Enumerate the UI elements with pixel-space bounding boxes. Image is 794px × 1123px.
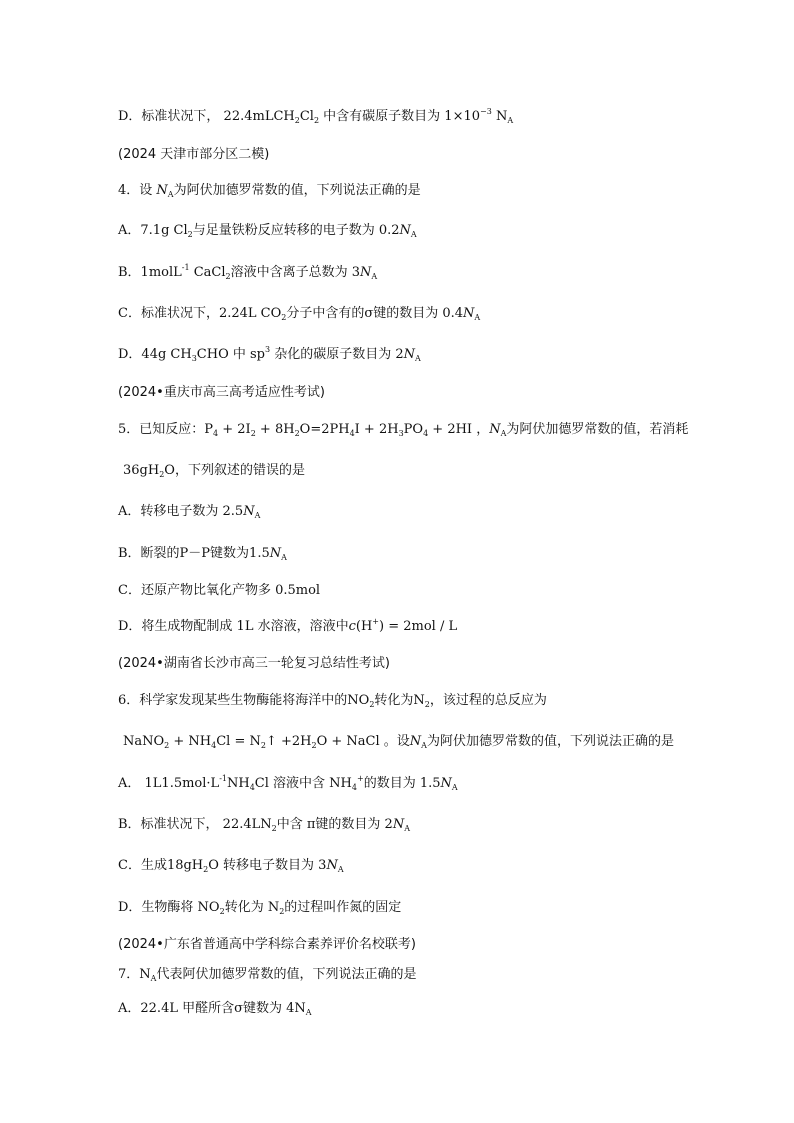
q7-option-a: A．22.4L 甲醛所含σ键数为 $4N_A$ bbox=[118, 1001, 312, 1017]
q4-option-c: C．标准状况下，2.24L $CO_2$分子中含有的σ键的数目为 $0.4N_A$ bbox=[118, 306, 481, 322]
q5-stem-continued: $36gH_2O$，下列叙述的错误的是 bbox=[123, 463, 305, 479]
source-note: (2024•广东省普通高中学科综合素养评价名校联考) bbox=[118, 937, 416, 952]
q5-option-d: D．将生成物配制成 1L 水溶液，溶液中c(H+) = 2mol / L bbox=[118, 617, 458, 634]
q5-option-c: C．还原产物比氧化产物多 0.5mol bbox=[118, 583, 321, 598]
q7-stem: 7．$N_A$代表阿伏加德罗常数的值，下列说法正确的是 bbox=[118, 967, 417, 983]
q6-option-c: C．生成$18gH_2O$ 转移电子数目为 $3N_A$ bbox=[118, 858, 344, 874]
q5-stem: 5．已知反应：$P_4 + 2I_2 + 8H_2O=2PH_4I + 2H_3PO_4 + 2HI$ ，$N_A$为阿伏加德罗常数的值，若消耗 bbox=[118, 422, 689, 438]
q6-stem-continued: NaNO$_2$ + $NH_4Cl$ = $N_2↑ +2H_2O$ + NaCl 。设$N_A$为阿伏加德罗常数的值，下列说法正确的是 bbox=[123, 734, 674, 750]
q6-option-b: B．标准状况下， $22.4LN_2$中含 π键的数目为 $2N_A$ bbox=[118, 817, 410, 833]
q4-stem: 4．设 $N_A$为阿伏加德罗常数的值，下列说法正确的是 bbox=[118, 183, 421, 199]
q6-stem: 6．科学家发现某些生物酶能将海洋中的$NO_2$转化为$N_2$，该过程的总反应为 bbox=[118, 693, 547, 709]
q5-option-b: B．断裂的P－P键数为$1.5N_A$ bbox=[118, 546, 287, 562]
q6-option-d: D．生物酶将 $NO_2$转化为 $N_2$的过程叫作氮的固定 bbox=[118, 900, 402, 916]
source-note: (2024 天津市部分区二模) bbox=[118, 147, 270, 162]
q6-option-a: A． $1L1.5mol\cdot L^{-1}NH_4Cl$ 溶液中含 $NH_4^+$的数目为 $1.5N_A$ bbox=[118, 774, 458, 792]
source-note: (2024•重庆市高三高考适应性考试) bbox=[118, 385, 325, 400]
q4-option-a: A．7.1g $Cl_2$与足量铁粉反应转移的电子数为 $0.2N_A$ bbox=[118, 223, 417, 239]
q4-option-b: B．1molL$^{-1}$ CaCl$_2$溶液中含离子总数为 $3N_A$ bbox=[118, 263, 378, 281]
q4-option-d: D．44g $CH_3CHO$ 中 $sp^3$ 杂化的碳原子数目为 $2N_A$ bbox=[118, 345, 421, 363]
q3-option-d: D．标准状况下， $22.4mLCH_2Cl_2$ 中含有碳原子数目为 $1\times 10^{-3}$ $N_A$ bbox=[118, 107, 514, 125]
q5-option-a: A．转移电子数为 $2.5N_A$ bbox=[118, 504, 261, 520]
source-note: (2024•湖南省长沙市高三一轮复习总结性考试) bbox=[118, 656, 390, 671]
